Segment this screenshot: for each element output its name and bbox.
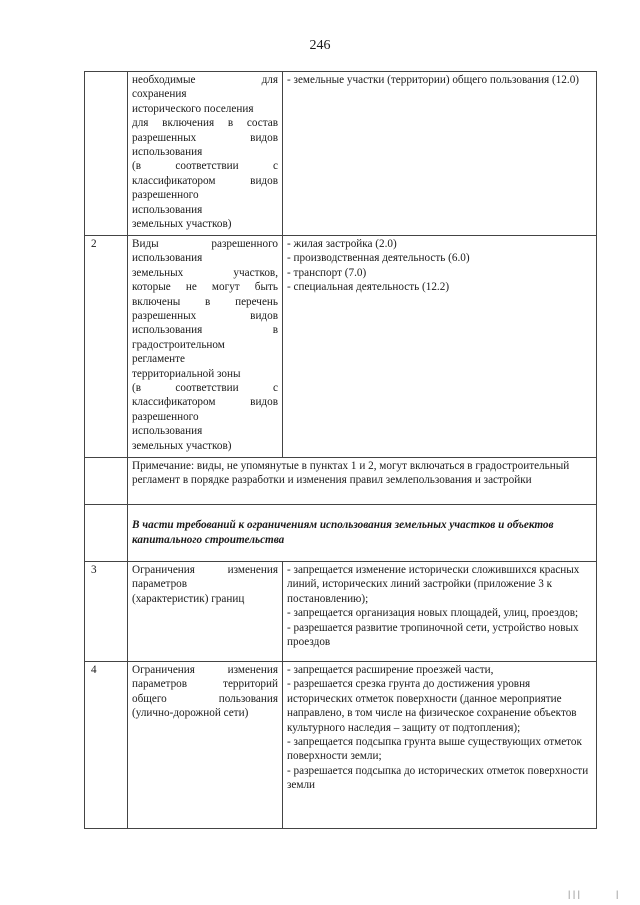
use-list-cell [283,236,597,458]
list-item: - жилая застройка (2.0) [287,238,397,250]
cell-text-line: регламенте [132,353,186,366]
cell-text-line: которые не могут быть [132,281,278,294]
table-row [85,72,597,236]
cell-text-line: необходимые для [132,74,278,86]
list-item: - разрешается подсыпка до исторических отметок поверхности земли [287,764,589,792]
cell-text-line: исторического поселения [132,102,254,115]
table-row [85,236,597,458]
cell-text-line: разрешенного [132,189,199,202]
list-item: - запрещается изменение исторически сложившихся красных линий, исторических линий застройки (приложение 3 к постановлению); [287,564,580,605]
use-list-cell [283,72,597,236]
cell-text-line: Ограничения изменения [132,564,278,576]
row-number-cell [85,72,128,236]
cell-text-line: территориальной зоны [132,367,241,380]
cell-text-line: земельных участков) [132,218,232,231]
regulation-table [84,71,597,829]
cell-text-line: Виды разрешенного [132,238,278,250]
cell-text-line: (в соответствии с [132,160,278,173]
cell-text-line: градостроительном [132,338,225,351]
cell-text-line: разрешенных видов [132,310,278,323]
scan-mark: | [616,889,619,899]
scan-mark: | | | [568,889,581,899]
list-item: - запрещается организация новых площадей, улиц, проездов; [287,607,579,620]
list-item: - производственная деятельность (6.0) [287,252,470,265]
table-row [85,662,597,829]
restriction-type-cell [128,662,283,829]
row-number-cell: 3 [85,562,128,662]
restriction-type-cell [128,562,283,662]
note-row [85,458,597,505]
cell-text-line: для включения в состав [132,117,278,130]
cell-text-line: параметров территорий [132,678,278,691]
empty-number-cell [85,505,128,562]
row-number-cell: 4 [85,662,128,829]
cell-text-line: земельных участков) [132,439,232,452]
cell-text-line: использования [132,146,203,159]
empty-number-cell [85,458,128,505]
cell-text-line: использования [132,203,203,216]
cell-text-line: (в соответствии с [132,382,278,395]
cell-text-line: классификатором видов [132,174,278,187]
list-item: - транспорт (7.0) [287,266,367,279]
list-item: - специальная деятельность (12.2) [287,281,450,294]
use-type-cell [128,236,283,458]
list-item: - запрещается расширение проезжей части, [287,664,494,676]
table-row [85,562,597,662]
list-item: - земельные участки (территории) общего пользования (12.0) [287,74,580,86]
cell-text-line: сохранения [132,88,187,101]
page-number: 246 [309,38,331,53]
cell-text-line: разрешенных видов [132,131,278,144]
cell-text-line: общего пользования [132,692,278,705]
cell-text-line: использования [132,425,203,438]
note-cell: Примечание: виды, не упомянутые в пунктах 1 и 2, могут включаться в градостроительный регламент в порядке разработки и изменения правил землепользования и застройки [128,458,597,505]
cell-text-line: разрешенного [132,410,199,423]
cell-text-line: классификатором видов [132,396,278,409]
use-type-cell [128,72,283,236]
cell-text-line: (характеристик) границ [132,592,245,605]
restriction-list-cell [283,562,597,662]
list-item: - разрешается срезка грунта до достижения уровня исторических отметок поверхности (данное мероприятие направлено, в том числе на физическое сохранение объектов культурного наследия – защиту от подтопления); [287,678,577,734]
section-heading: В части требований к ограничениям использования земельных участков и объектов капитального строительства [128,505,597,562]
cell-text-line: (улично-дорожной сети) [132,707,249,720]
cell-text-line: Ограничения изменения [132,664,278,676]
cell-text-line: использования в [132,324,278,337]
list-item: - разрешается развитие тропиночной сети, устройство новых проездов [287,621,579,649]
row-number-cell: 2 [85,236,128,458]
restriction-list-cell [283,662,597,829]
regulation-table-body [85,72,597,829]
section-heading-row [85,505,597,562]
list-item: - запрещается подсыпка грунта выше существующих отметок поверхности земли; [287,736,582,763]
cell-text-line: использования [132,252,203,265]
cell-text-line: включены в перечень [132,295,278,308]
cell-text-line: параметров [132,578,188,591]
cell-text-line: земельных участков, [132,266,278,279]
